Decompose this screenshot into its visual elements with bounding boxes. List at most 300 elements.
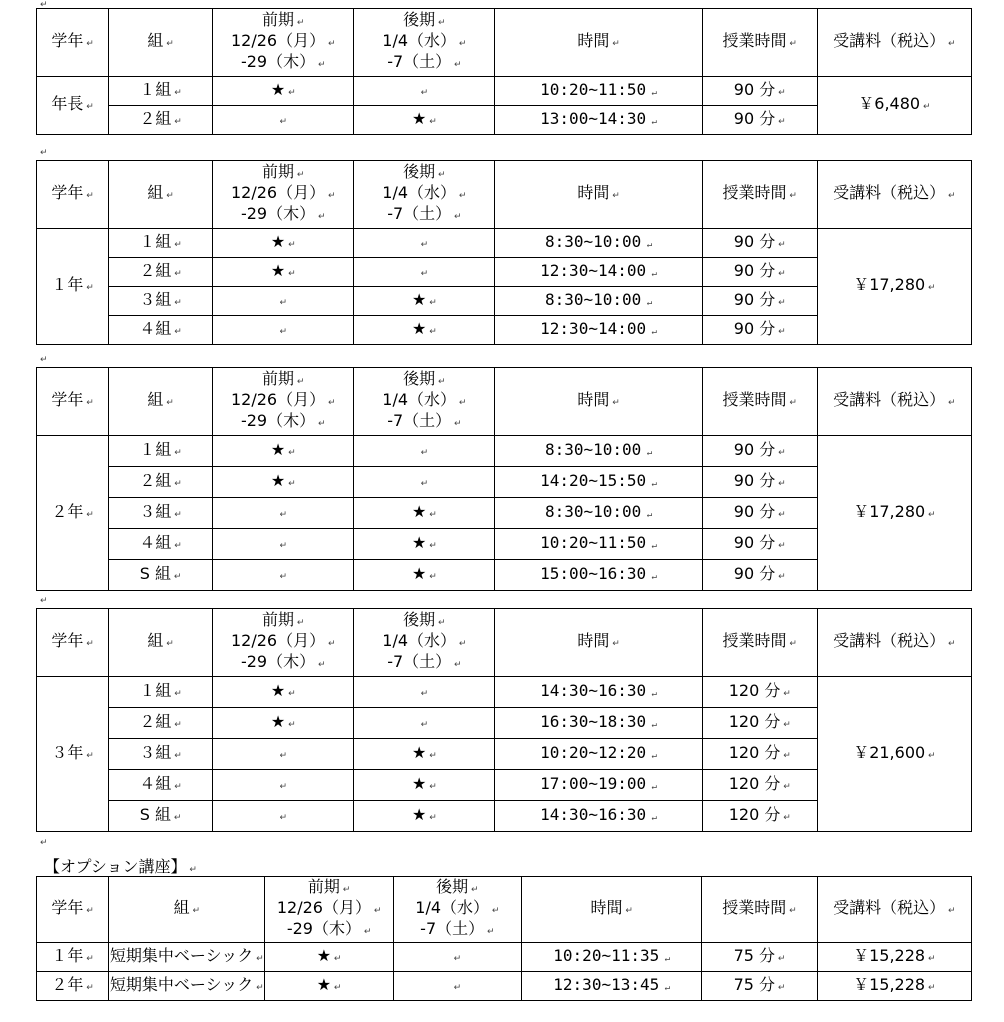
time-label: 15:00~16:30 [540,563,647,583]
second-term-cell [354,801,495,832]
header-class [109,877,265,943]
term-line-text: 12/26（月） [230,631,326,650]
paragraph-mark: ↵ [786,191,797,201]
term-line [354,32,494,53]
first-term-cell [213,739,354,770]
header-fee [817,877,971,943]
paragraph-mark: ↵ [786,398,797,408]
duration-label: 90 分 [733,532,776,552]
second-term-cell [354,770,495,801]
time-cell [495,708,702,739]
first-term-cell [213,529,354,560]
paragraph-mark: ↵ [279,571,288,582]
header-first-term [213,9,354,77]
header-duration-label: 授業時間 [722,31,787,50]
first-term-cell [213,316,354,345]
grade-label: １年 [51,275,84,294]
paragraph-mark: ↵ [285,478,296,489]
term-line-text: -7（土） [420,919,485,938]
class-label: １組 [139,680,172,700]
duration-label: 90 分 [733,79,776,99]
paragraph-mark: ↵ [325,639,336,649]
paragraph-mark: ↵ [775,509,786,520]
paragraph-mark: ↵ [489,906,500,916]
term-line [394,920,521,941]
paragraph-mark: ↵ [83,191,94,201]
header-time-label: 時間 [577,31,610,50]
time-label: 8:30~10:00 [544,439,642,459]
paragraph-mark: ↵ [426,571,437,582]
paragraph-mark: ↵ [420,719,429,730]
option-caption [44,854,197,877]
first-term-cell [213,708,354,739]
header-duration [702,161,817,229]
term-line-text: 後期 [403,10,436,29]
paragraph-mark: ↵ [325,398,336,408]
duration-label: 90 分 [733,439,776,459]
time-label: 12:30~14:00 [540,318,647,338]
paragraph-mark: ↵ [163,398,174,408]
time-label: 17:00~19:00 [540,773,647,793]
term-line-text: 後期 [403,369,436,388]
time-cell [495,801,702,832]
header-class-label: 組 [147,183,164,202]
paragraph-mark: ↵ [426,781,437,792]
header-fee-label: 受講料（税込） [833,631,946,650]
paragraph-mark: ↵ [83,509,94,520]
paragraph-mark: ↵ [83,953,94,964]
paragraph-mark: ↵ [420,239,429,250]
header-grade [37,9,109,77]
paragraph-mark: ↵ [456,191,467,201]
paragraph-mark: ↵ [171,239,182,250]
paragraph-mark: ↵ [40,0,48,10]
first-term-cell [213,106,354,135]
duration-label: 120 分 [728,711,781,731]
first-term-cell [213,258,354,287]
grade-cell [37,436,109,591]
first-term-mark: ★ [316,945,332,965]
class-cell [109,677,213,708]
first-term-cell [213,436,354,467]
duration-cell [702,943,817,972]
paragraph-mark: ↵ [456,398,467,408]
duration-cell [702,529,817,560]
term-line [354,632,494,653]
course-cell [109,943,265,972]
class-cell [109,560,213,591]
paragraph-mark: ↵ [484,927,495,937]
paragraph-mark: ↵ [775,982,786,993]
paragraph-mark: ↵ [609,639,620,649]
paragraph-mark: ↵ [171,540,182,551]
header-class [109,609,213,677]
table-row [37,77,972,106]
grade-cell [37,229,109,345]
fee-cell [817,229,971,345]
term-line [213,653,353,674]
class-cell [109,229,213,258]
second-term-mark: ★ [412,773,427,793]
term-line [213,53,353,74]
class-cell [109,436,213,467]
paragraph-mark: ↵ [315,60,326,70]
class-cell [109,529,213,560]
term-line [213,391,353,412]
grade-label: １年 [51,945,84,965]
paragraph-mark: ↵ [426,326,437,337]
header-row [37,877,972,943]
second-term-cell [354,316,495,345]
duration-label: 90 分 [733,501,776,521]
time-label: 8:30~10:00 [544,289,642,309]
header-grade [37,368,109,436]
paragraph-mark: ↵ [83,639,94,649]
class-cell [109,801,213,832]
duration-cell [702,287,817,316]
header-class [109,368,213,436]
second-term-cell [354,739,495,770]
time-label: 12:30~13:45 [553,974,660,994]
grade-label: ２年 [51,501,84,521]
class-label: S 組 [139,563,172,583]
paragraph-mark: ↵ [646,781,657,792]
paragraph-mark: ↵ [775,540,786,551]
duration-cell [702,801,817,832]
paragraph-mark: ↵ [325,39,336,49]
paragraph-mark: ↵ [925,509,936,520]
header-time-label: 時間 [577,183,610,202]
header-class-label: 組 [147,31,164,50]
header-class [109,161,213,229]
paragraph-mark: ↵ [925,283,936,293]
first-term-cell [213,287,354,316]
header-row [37,9,972,77]
term-line-text: 12/26（月） [276,898,371,917]
schedule-table-4 [36,608,972,832]
term-line-text: -29（木） [240,204,316,223]
term-line [394,899,521,920]
time-cell [495,498,702,529]
second-term-mark: ★ [412,318,427,338]
duration-cell [702,677,817,708]
paragraph-mark: ↵ [775,326,786,337]
fee-cell [817,677,971,832]
first-term-mark: ★ [270,79,286,99]
paragraph-mark: ↵ [40,355,48,365]
paragraph-mark: ↵ [786,639,797,649]
paragraph-mark: ↵ [925,953,936,964]
term-line [265,878,392,899]
paragraph-mark: ↵ [279,540,288,551]
paragraph-mark: ↵ [420,447,429,458]
time-cell [495,229,702,258]
paragraph-mark: ↵ [315,660,326,670]
duration-cell [702,229,817,258]
time-cell [495,529,702,560]
first-term-cell [213,770,354,801]
paragraph-mark: ↵ [456,39,467,49]
paragraph-mark: ↵ [285,239,296,250]
duration-label: 90 分 [733,108,776,128]
paragraph-mark: ↵ [315,212,326,222]
header-class-label: 組 [147,390,164,409]
header-grade-label: 学年 [51,898,84,917]
duration-cell [702,498,817,529]
paragraph-mark: ↵ [279,297,288,308]
paragraph-mark: ↵ [646,812,657,823]
paragraph-mark: ↵ [775,953,786,964]
term-line [354,653,494,674]
second-term-cell [354,560,495,591]
paragraph-mark: ↵ [646,87,657,98]
term-line-text: -7（土） [387,52,452,71]
header-first-term [213,161,354,229]
paragraph-mark: ↵ [453,982,462,993]
class-label: １組 [139,79,172,99]
paragraph-mark: ↵ [83,283,94,293]
paragraph-mark: ↵ [646,326,657,337]
duration-label: 120 分 [728,680,781,700]
header-duration [702,877,817,943]
paragraph-mark: ↵ [285,688,296,699]
second-term-cell [354,106,495,135]
class-label: ４組 [139,532,172,552]
header-second-term [354,368,495,436]
term-line [213,370,353,391]
class-cell [109,770,213,801]
paragraph-mark: ↵ [646,571,657,582]
duration-cell [702,972,817,1001]
paragraph-mark: ↵ [420,268,429,279]
time-cell [495,287,702,316]
term-line [265,899,392,920]
first-term-mark: ★ [270,711,286,731]
paragraph-mark: ↵ [780,750,791,761]
paragraph-mark: ↵ [279,326,288,337]
fee-label: ￥17,280 [853,501,926,521]
paragraph-mark: ↵ [775,571,786,582]
paragraph-mark: ↵ [279,116,288,127]
paragraph-mark: ↵ [83,982,94,993]
class-label: ４組 [139,773,172,793]
grade-cell [37,972,109,1001]
duration-label: 120 分 [728,773,781,793]
paragraph-mark: ↵ [780,781,791,792]
time-label: 8:30~10:00 [544,231,642,251]
term-line-text: -29（木） [286,919,361,938]
term-line-text: -29（木） [240,411,316,430]
paragraph-mark: ↵ [453,953,462,964]
paragraph-mark: ↵ [426,116,437,127]
paragraph-mark: ↵ [786,39,797,49]
paragraph-mark: ↵ [40,148,48,158]
second-term-cell [354,77,495,106]
duration-label: 120 分 [728,742,781,762]
time-cell [495,677,702,708]
paragraph-mark: ↵ [253,982,264,993]
paragraph-mark: ↵ [325,191,336,201]
second-term-mark: ★ [412,742,427,762]
paragraph-mark: ↵ [646,478,657,489]
paragraph-mark: ↵ [609,398,620,408]
header-fee-label: 受講料（税込） [833,390,946,409]
header-class-label: 組 [147,631,164,650]
time-label: 14:20~15:50 [540,470,647,490]
class-label: ３組 [139,501,172,521]
time-cell [495,560,702,591]
second-term-cell [354,436,495,467]
paragraph-mark: ↵ [659,982,671,993]
class-cell [109,77,213,106]
time-label: 16:30~18:30 [540,711,647,731]
first-term-mark: ★ [270,231,286,251]
duration-label: 120 分 [728,804,781,824]
paragraph-mark: ↵ [253,953,264,964]
grade-label: ３年 [51,742,84,762]
paragraph-mark: ↵ [659,953,671,964]
grade-label: ２年 [51,974,84,994]
class-cell [109,106,213,135]
option-row [37,943,972,972]
class-label: ２組 [139,470,172,490]
paragraph-mark: ↵ [641,447,653,458]
duration-cell [702,106,817,135]
class-label: ２組 [139,260,172,280]
term-line [213,184,353,205]
second-term-cell [354,229,495,258]
paragraph-mark: ↵ [920,102,931,112]
header-time [495,161,702,229]
term-line [213,163,353,184]
class-cell [109,498,213,529]
second-term-mark: ★ [412,532,427,552]
course-cell [109,972,265,1001]
option-table [36,876,972,1001]
term-line [354,184,494,205]
duration-label: 90 分 [733,470,776,490]
term-line [394,878,521,899]
term-line [354,53,494,74]
paragraph-mark: ↵ [468,885,479,895]
paragraph-mark: ↵ [171,509,182,520]
paragraph-mark: ↵ [426,812,437,823]
paragraph-mark: ↵ [163,639,174,649]
time-label: 14:30~16:30 [540,680,647,700]
time-label: 8:30~10:00 [544,501,642,521]
duration-cell [702,436,817,467]
time-label: 10:20~11:50 [540,79,647,99]
class-label: ３組 [139,742,172,762]
header-time-label: 時間 [590,898,623,917]
header-grade [37,609,109,677]
duration-label: 90 分 [733,563,776,583]
header-fee [817,9,971,77]
term-line-text: 12/26（月） [230,31,326,50]
second-term-mark: ★ [412,501,427,521]
term-line-text: 後期 [403,162,436,181]
term-line [354,11,494,32]
paragraph-mark: ↵ [331,953,342,964]
paragraph-mark: ↵ [40,596,48,606]
paragraph-mark: ↵ [171,116,182,127]
header-time [495,368,702,436]
paragraph-mark: ↵ [285,268,296,279]
paragraph-mark: ↵ [83,750,94,761]
fee-cell [817,436,971,591]
paragraph-mark: ↵ [370,906,382,916]
first-term-cell [213,229,354,258]
class-label: ２組 [139,711,172,731]
paragraph-mark: ↵ [279,781,288,792]
term-line [213,412,353,433]
class-cell [109,467,213,498]
time-label: 10:20~12:20 [540,742,647,762]
paragraph-mark: ↵ [775,87,786,98]
paragraph-mark: ↵ [646,268,657,279]
paragraph-mark: ↵ [294,170,305,180]
term-line-text: 前期 [262,610,295,629]
paragraph-mark: ↵ [775,447,786,458]
second-term-mark: ★ [412,804,427,824]
header-duration [702,9,817,77]
paragraph-mark: ↵ [294,377,305,387]
second-term-mark: ★ [412,289,427,309]
paragraph-mark: ↵ [925,750,936,761]
term-line [265,920,392,941]
time-cell [495,77,702,106]
paragraph-mark: ↵ [646,688,657,699]
paragraph-mark: ↵ [171,571,182,582]
paragraph-mark: ↵ [435,377,446,387]
class-cell [109,739,213,770]
paragraph-mark: ↵ [279,812,288,823]
second-term-cell [393,943,521,972]
fee-label: ￥6,480 [858,94,921,113]
second-term-mark: ★ [412,108,427,128]
term-line-text: 1/4（水） [382,31,457,50]
paragraph-mark: ↵ [171,447,182,458]
schedule-table-3 [36,367,972,591]
fee-label: ￥15,228 [853,945,926,965]
term-line-text: -7（土） [387,411,452,430]
grade-cell [37,943,109,972]
time-cell [522,972,702,1001]
header-grade-label: 学年 [51,390,84,409]
duration-cell [702,739,817,770]
paragraph-mark: ↵ [775,268,786,279]
first-term-mark: ★ [270,260,286,280]
header-row [37,368,972,436]
second-term-cell [393,972,521,1001]
term-line [354,412,494,433]
term-line-text: 1/4（水） [382,183,457,202]
paragraph-mark: ↵ [171,297,182,308]
header-time [522,877,702,943]
paragraph-mark: ↵ [171,781,182,792]
paragraph-mark: ↵ [83,906,94,916]
class-cell [109,258,213,287]
table-row [37,677,972,708]
first-term-cell [213,677,354,708]
option-row [37,972,972,1001]
term-line-text: 前期 [262,162,295,181]
paragraph-mark: ↵ [945,191,956,201]
class-label: S 組 [139,804,172,824]
second-term-mark: ★ [412,563,427,583]
duration-cell [702,560,817,591]
duration-cell [702,708,817,739]
